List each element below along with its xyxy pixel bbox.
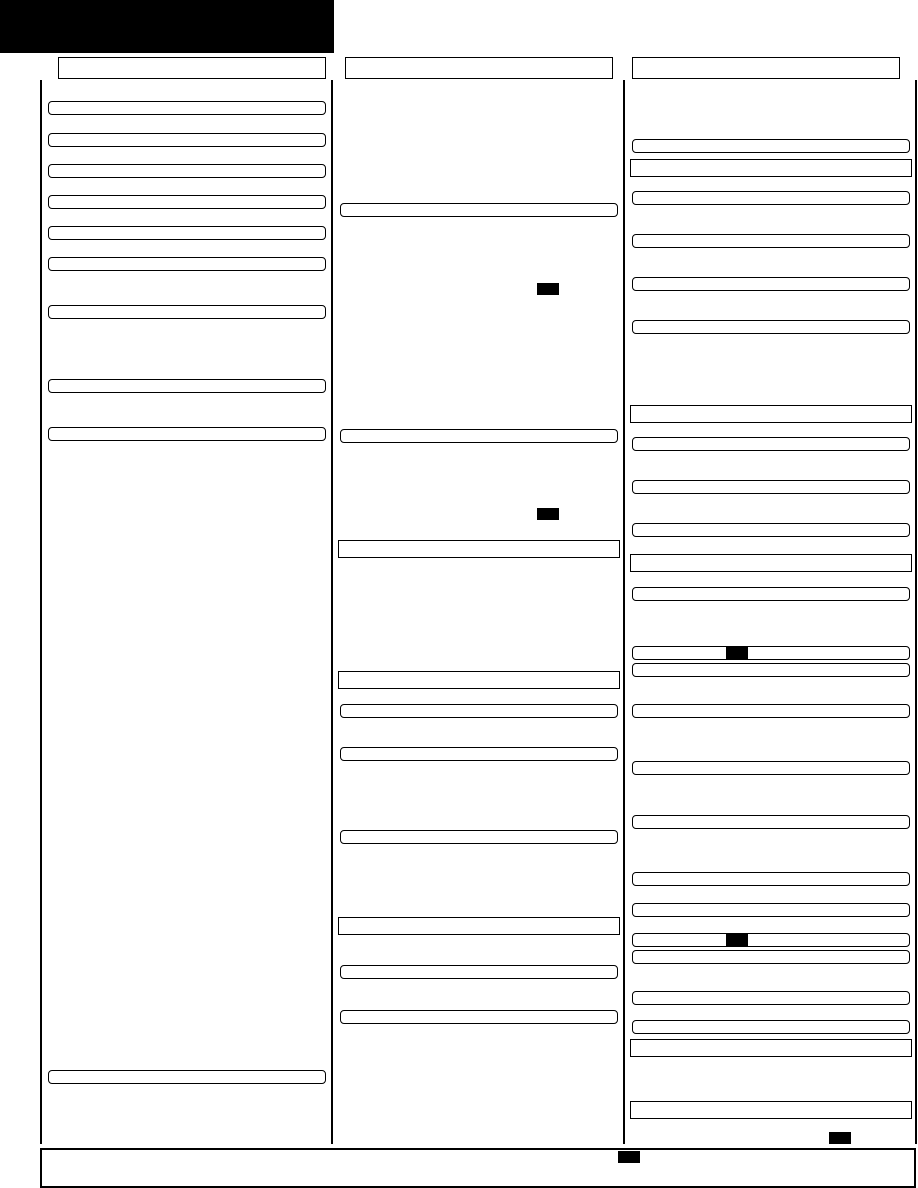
column-1-field[interactable] <box>48 226 326 240</box>
column-2-field[interactable] <box>340 747 618 761</box>
column-3-field[interactable] <box>632 587 910 601</box>
footer-box <box>40 1148 916 1188</box>
column-3-field[interactable] <box>632 191 910 205</box>
column-2-section-box <box>338 917 620 935</box>
column-3-field[interactable] <box>632 277 910 291</box>
column-3-section-box <box>630 405 912 423</box>
title-block <box>0 0 334 53</box>
column-3-header <box>632 57 900 79</box>
column-1-field[interactable] <box>48 427 326 441</box>
column-2-section-box <box>338 671 620 689</box>
column-3-field[interactable] <box>632 663 910 677</box>
column-3-section-box <box>630 1039 912 1057</box>
column-1-header <box>58 57 326 79</box>
column-3-marker <box>726 647 748 659</box>
column-1-field[interactable] <box>48 133 326 147</box>
column-3-field[interactable] <box>632 437 910 451</box>
column-2-field[interactable] <box>340 203 618 217</box>
column-2-field[interactable] <box>340 704 618 718</box>
column-3-marker <box>726 934 748 946</box>
column-1-header-text <box>59 58 325 78</box>
column-2-marker <box>537 508 559 520</box>
column-3-field[interactable] <box>632 903 910 917</box>
footer-marker <box>618 1151 640 1163</box>
column-3-field[interactable] <box>632 872 910 886</box>
column-3-field[interactable] <box>632 991 910 1005</box>
column-3-field[interactable] <box>632 933 910 947</box>
column-2-field[interactable] <box>340 1010 618 1024</box>
column-2-field[interactable] <box>340 429 618 443</box>
column-1-field[interactable] <box>48 1070 326 1084</box>
column-3-section-box <box>630 554 912 572</box>
column-1-field[interactable] <box>48 305 326 319</box>
column-3-marker <box>829 1132 851 1144</box>
column-3-section-box <box>630 159 912 177</box>
footer-text <box>42 1150 914 1186</box>
column-1-field[interactable] <box>48 101 326 115</box>
column-1-field[interactable] <box>48 164 326 178</box>
title-text <box>0 0 334 53</box>
column-divider-middle-2 <box>623 80 625 1144</box>
column-2-section-box <box>338 540 620 558</box>
column-divider-middle-1 <box>331 80 333 1144</box>
column-3-field[interactable] <box>632 320 910 334</box>
column-3-header-text <box>633 58 899 78</box>
column-3-field[interactable] <box>632 646 910 660</box>
column-3-section-box <box>630 1101 912 1119</box>
column-3-field[interactable] <box>632 761 910 775</box>
column-divider-right <box>915 80 917 1144</box>
column-3-field[interactable] <box>632 1020 910 1034</box>
column-divider-left <box>40 80 42 1144</box>
column-1-field[interactable] <box>48 257 326 271</box>
column-2-header-text <box>346 58 612 78</box>
column-2-marker <box>537 283 559 295</box>
column-2-header <box>345 57 613 79</box>
column-2-field[interactable] <box>340 965 618 979</box>
column-3-field[interactable] <box>632 704 910 718</box>
column-3-field[interactable] <box>632 234 910 248</box>
column-3-field[interactable] <box>632 139 910 153</box>
column-1-field[interactable] <box>48 195 326 209</box>
column-2-field[interactable] <box>340 830 618 844</box>
column-3-field[interactable] <box>632 480 910 494</box>
column-1-field[interactable] <box>48 379 326 393</box>
column-3-field[interactable] <box>632 815 910 829</box>
column-3-field[interactable] <box>632 523 910 537</box>
column-3-field[interactable] <box>632 950 910 964</box>
